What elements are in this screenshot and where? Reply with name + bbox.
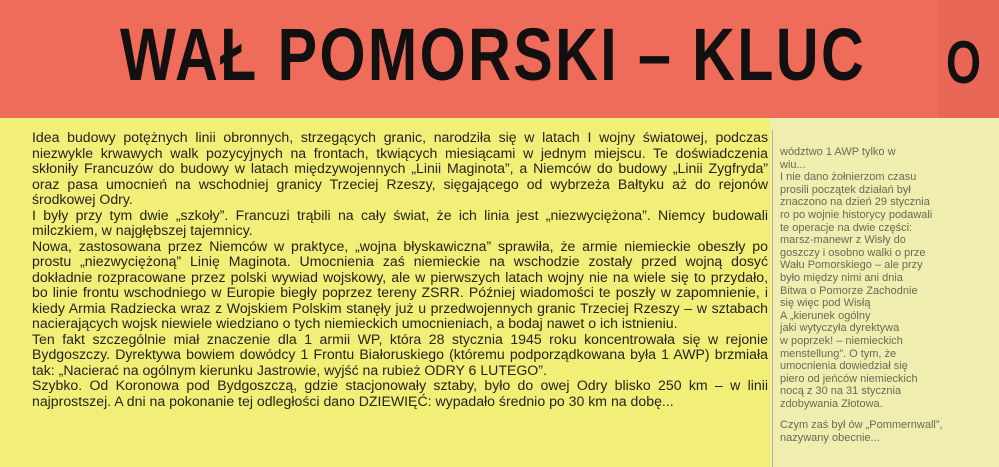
side-line: w poprzek! – niemieckich <box>780 334 903 347</box>
page-title: WAŁ POMORSKI – KLUC <box>120 13 867 96</box>
side-line: zdobywania Złotowa. <box>780 397 883 410</box>
side-line: się więc pod Wisłą <box>780 297 871 310</box>
side-line: Czym zaś był ów „Pommernwall”, <box>780 419 943 432</box>
side-line: umocnienia dowiedział się <box>780 360 908 373</box>
side-line: wiu... <box>780 158 806 171</box>
side-line: I nie dano żołnierzom czasu <box>780 171 917 184</box>
side-line: Wału Pomorskiego – ale przy <box>780 259 923 272</box>
page-title-overflow: O <box>946 29 982 96</box>
side-line: wództwo 1 AWP tylko w <box>780 146 896 158</box>
side-line: nocą z 30 na 31 stycznia <box>780 385 902 398</box>
article-paragraph: Idea budowy potężnych linii obronnych, strzegących granic, narodziła się w latach I wojny światowej, podczas niezwykle krwawych walk pozycyjnych na frontach, tkwiących miesiącami w jednym miejscu. Te doświadczenia skłoniły Francuzów do budowy w latach międzywojennych „Linii Maginota”, a Niemców do budowy „Linii Zygfryda” oraz pasa umocnień na wschodniej granicy Trzeciej Rzeszy, sięgającego od wybrzeża Bałtyku aż do rejonów środkowej Odry. <box>32 129 768 207</box>
article-paragraph: Nowa, zastosowana przez Niemców w praktyce, „wojna błyskawiczna” sprawiła, że armie niemieckie obeszły po prostu „niezwyciężoną” Linię Maginota. Umocnienia zaś niemieckie na wschodzie zostały przed wojną dosyć dokładnie rozpracowane przez polski wywiad wojskowy, ale w pierwszych latach wojny nie na wiele się to przydało, bo linie frontu wschodniego w Europie biegły poprzez tereny ZSRR. Później wiadomości te poszły w zapomnienie, i kiedy Armia Radziecka wraz z Wojskiem Polskim stanęły już u przedwojennych granic Trzeciej Rzeszy – w sztabach nacierających wojsk niewiele wiedziano o tych niemieckich umocnieniach, a bodaj nawet o ich istnieniu. <box>32 237 768 331</box>
article-body <box>32 130 768 409</box>
side-line: znaczono na dzień 29 stycznia <box>780 196 930 209</box>
side-line: Bitwa o Pomorze Zachodnie <box>780 284 918 297</box>
side-line: jaki wytyczyła dyrektywa <box>780 322 900 335</box>
side-column <box>780 146 995 445</box>
side-line: marsz-manewr z Wisły do <box>780 234 906 247</box>
side-line: piero od jeńców niemieckich <box>780 372 918 385</box>
side-line: menstellung”. O tym, że <box>780 347 897 360</box>
side-line: nazywany obecnie... <box>780 432 880 445</box>
side-line: ro po wojnie historycy podawali <box>780 208 933 221</box>
side-line: goszczy i osobno walki o prze <box>780 246 926 259</box>
side-line: A „kierunek ogólny <box>780 309 871 322</box>
article-paragraph: I były przy tym dwie „szkoły”. Francuzi trąbili na cały świat, że ich linia jest „niezwyciężona”. Niemcy budowali milczkiem, w najgłębszej tajemnicy. <box>32 206 768 238</box>
side-line: było między nimi ani dnia <box>780 271 903 284</box>
article-paragraph: Szybko. Od Koronowa pod Bydgoszczą, gdzie stacjonowały sztaby, było do owej Odry blisko 250 km – w linii najprostszej. A dni na pokonanie tej odległości dano DZIEWIĘĆ: wypadało średnio po 30 km na dobę... <box>32 377 768 409</box>
side-line: prosili początek działań był <box>780 183 911 196</box>
column-divider <box>772 130 773 467</box>
article-paragraph: Ten fakt szczególnie miał znaczenie dla 1 armii WP, która 28 stycznia 1945 roku koncentrowała się w rejonie Bydgoszczy. Dyrektywa bowiem dowódcy 1 Frontu Białoruskiego (któremu podporządkowana była 1 AWP) brzmiała tak: „Nacierać na ogólnym kierunku Jastrowie, wyjść na rubież ODRY 6 LUTEGO”. <box>32 330 768 378</box>
side-line: te operacje na dwie części: <box>780 221 913 234</box>
